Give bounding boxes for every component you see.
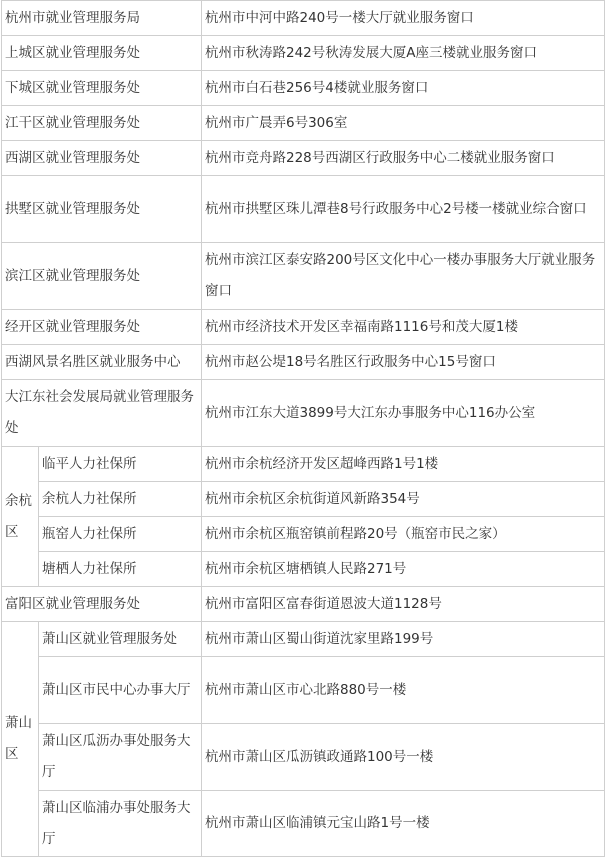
office-name: 杭州市就业管理服务局 [2,1,202,36]
office-address: 杭州市广晨弄6号306室 [202,106,605,141]
office-address: 杭州市白石巷256号4楼就业服务窗口 [202,71,605,106]
office-address: 杭州市赵公堤18号名胜区行政服务中心15号窗口 [202,345,605,380]
office-address: 杭州市拱墅区珠儿潭巷8号行政服务中心2号楼一楼就业综合窗口 [202,176,605,243]
table-row [2,587,605,622]
office-name: 经开区就业管理服务处 [2,310,202,345]
office-name: 滨江区就业管理服务处 [2,243,202,310]
office-address: 杭州市中河中路240号一楼大厅就业服务窗口 [202,1,605,36]
table-row [2,622,605,657]
office-address: 杭州市秋涛路242号秋涛发展大厦A座三楼就业服务窗口 [202,36,605,71]
office-name: 大江东社会发展局就业管理服务处 [2,380,202,447]
table-row [2,517,605,552]
table-row [2,380,605,447]
office-address: 杭州市萧山区市心北路880号一楼 [202,657,605,724]
office-name: 塘栖人力社保所 [39,552,202,587]
office-address: 杭州市萧山区蜀山街道沈家里路199号 [202,622,605,657]
table-row [2,310,605,345]
table-row [2,552,605,587]
office-address: 杭州市余杭区余杭街道风新路354号 [202,482,605,517]
office-name: 江干区就业管理服务处 [2,106,202,141]
office-name: 西湖风景名胜区就业服务中心 [2,345,202,380]
office-name: 萧山区临浦办事处服务大厅 [39,791,202,857]
table-row [2,657,605,724]
office-name: 下城区就业管理服务处 [2,71,202,106]
table-row [2,176,605,243]
office-name: 萧山区瓜沥办事处服务大厅 [39,724,202,791]
office-name: 萧山区市民中心办事大厅 [39,657,202,724]
table-row [2,482,605,517]
office-name: 西湖区就业管理服务处 [2,141,202,176]
table-row [2,447,605,482]
office-name: 瓶窑人力社保所 [39,517,202,552]
table-row [2,724,605,791]
office-address: 杭州市萧山区临浦镇元宝山路1号一楼 [202,791,605,857]
office-name: 临平人力社保所 [39,447,202,482]
service-office-table [1,0,605,857]
district-name-yuhang: 余杭区 [2,447,39,587]
office-address: 杭州市竞舟路228号西湖区行政服务中心二楼就业服务窗口 [202,141,605,176]
table-row [2,71,605,106]
office-address: 杭州市经济技术开发区幸福南路1116号和茂大厦1楼 [202,310,605,345]
table-row [2,141,605,176]
table-row [2,243,605,310]
office-address: 杭州市富阳区富春街道恩波大道1128号 [202,587,605,622]
office-address: 杭州市滨江区泰安路200号区文化中心一楼办事服务大厅就业服务窗口 [202,243,605,310]
table-row [2,791,605,857]
district-name-xiaoshan: 萧山区 [2,622,39,857]
table-row [2,36,605,71]
table-row [2,345,605,380]
office-address: 杭州市余杭区瓶窑镇前程路20号（瓶窑市民之家） [202,517,605,552]
table-row [2,106,605,141]
office-name: 余杭人力社保所 [39,482,202,517]
office-address: 杭州市江东大道3899号大江东办事服务中心116办公室 [202,380,605,447]
office-name: 上城区就业管理服务处 [2,36,202,71]
table-row [2,1,605,36]
office-name: 萧山区就业管理服务处 [39,622,202,657]
office-address: 杭州市余杭经济开发区超峰西路1号1楼 [202,447,605,482]
office-address: 杭州市萧山区瓜沥镇政通路100号一楼 [202,724,605,791]
office-name: 富阳区就业管理服务处 [2,587,202,622]
office-name: 拱墅区就业管理服务处 [2,176,202,243]
office-address: 杭州市余杭区塘栖镇人民路271号 [202,552,605,587]
